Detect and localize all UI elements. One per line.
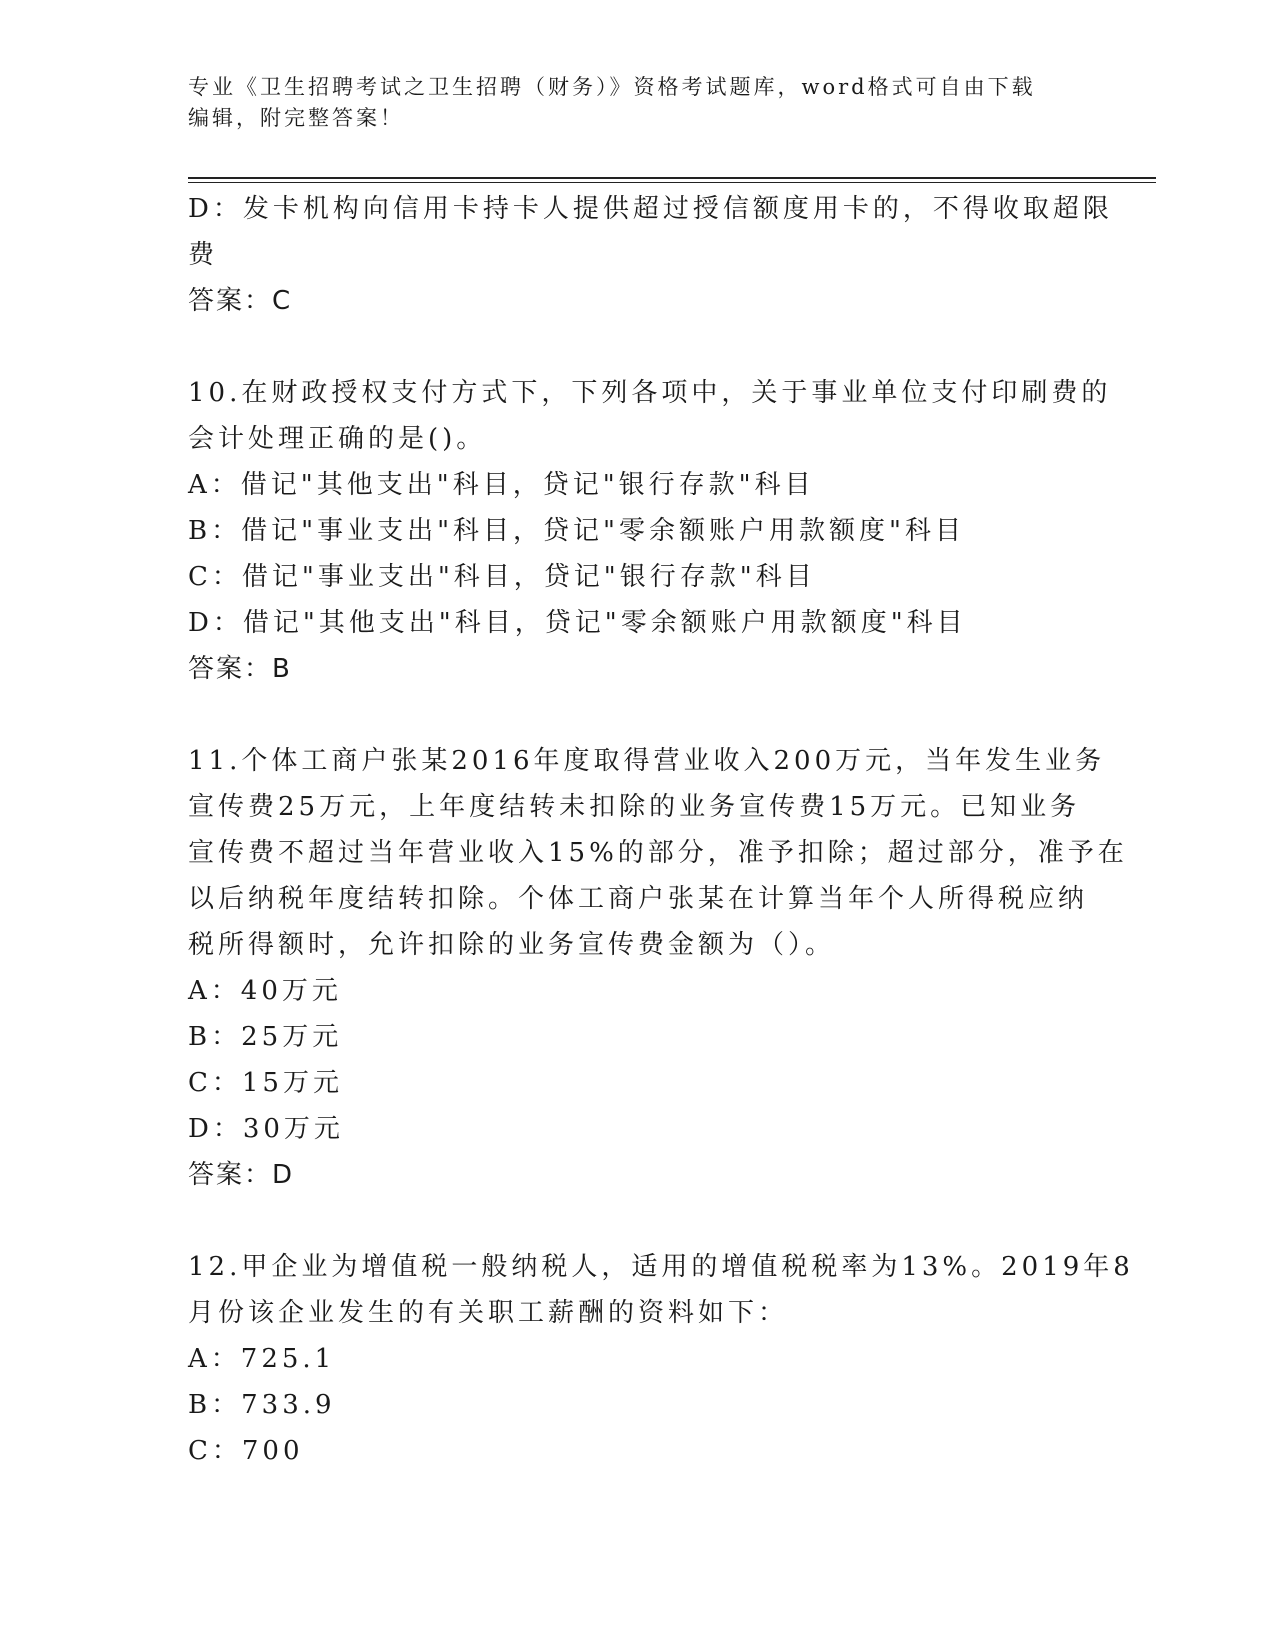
spacer	[188, 692, 1088, 738]
question-11	[188, 738, 1128, 1198]
prev-option-d-line-2: 费	[188, 240, 219, 270]
question-10	[188, 370, 1112, 692]
question-stem-line: 11.个体工商户张某2016年度取得营业收入200万元，当年发生业务	[188, 746, 1106, 776]
prev-answer: 答案：C	[188, 286, 293, 316]
option-a: A：借记"其他支出"科目，贷记"银行存款"科目	[188, 470, 815, 500]
header-line-2: 编辑，附完整答案！	[188, 106, 404, 130]
question-stem-line: 以后纳税年度结转扣除。个体工商户张某在计算当年个人所得税应纳	[188, 884, 1089, 914]
option-d: D：借记"其他支出"科目，贷记"零余额账户用款额度"科目	[188, 608, 967, 638]
question-content	[188, 186, 1134, 1474]
question-12	[188, 1244, 1134, 1474]
header-divider-thin	[188, 182, 1156, 183]
option-b: B：借记"事业支出"科目，贷记"零余额账户用款额度"科目	[188, 516, 965, 546]
option-b: B：733.9	[188, 1390, 336, 1420]
option-a: A：725.1	[188, 1344, 336, 1374]
question-stem-line: 月份该企业发生的有关职工薪酬的资料如下：	[188, 1298, 789, 1328]
spacer	[188, 1198, 1088, 1244]
header-line-1: 专业《卫生招聘考试之卫生招聘（财务）》资格考试题库，word格式可自由下载	[188, 75, 1036, 99]
option-d: D：30万元	[188, 1114, 344, 1144]
prev-option-d-line-1: D：发卡机构向信用卡持卡人提供超过授信额度用卡的，不得收取超限	[188, 194, 1113, 224]
option-c: C：借记"事业支出"科目，贷记"银行存款"科目	[188, 562, 816, 592]
answer: 答案：B	[188, 654, 292, 684]
option-b: B：25万元	[188, 1022, 343, 1052]
option-c: C：15万元	[188, 1068, 343, 1098]
question-stem-line: 税所得额时，允许扣除的业务宣传费金额为（）。	[188, 930, 836, 960]
page-header	[188, 72, 1068, 134]
option-a: A：40万元	[188, 976, 342, 1006]
spacer	[188, 324, 1088, 370]
question-stem-line: 10.在财政授权支付方式下，下列各项中，关于事业单位支付印刷费的	[188, 378, 1112, 408]
question-stem-line: 会计处理正确的是()。	[188, 424, 487, 454]
option-c: C：700	[188, 1436, 304, 1466]
question-stem-line: 宣传费不超过当年营业收入15%的部分，准予扣除；超过部分，准予在	[188, 838, 1128, 868]
answer: 答案：D	[188, 1160, 295, 1190]
header-divider-thick	[188, 177, 1156, 179]
question-stem-line: 宣传费25万元，上年度结转未扣除的业务宣传费15万元。已知业务	[188, 792, 1081, 822]
question-stem-line: 12.甲企业为增值税一般纳税人，适用的增值税税率为13%。2019年8	[188, 1252, 1134, 1282]
